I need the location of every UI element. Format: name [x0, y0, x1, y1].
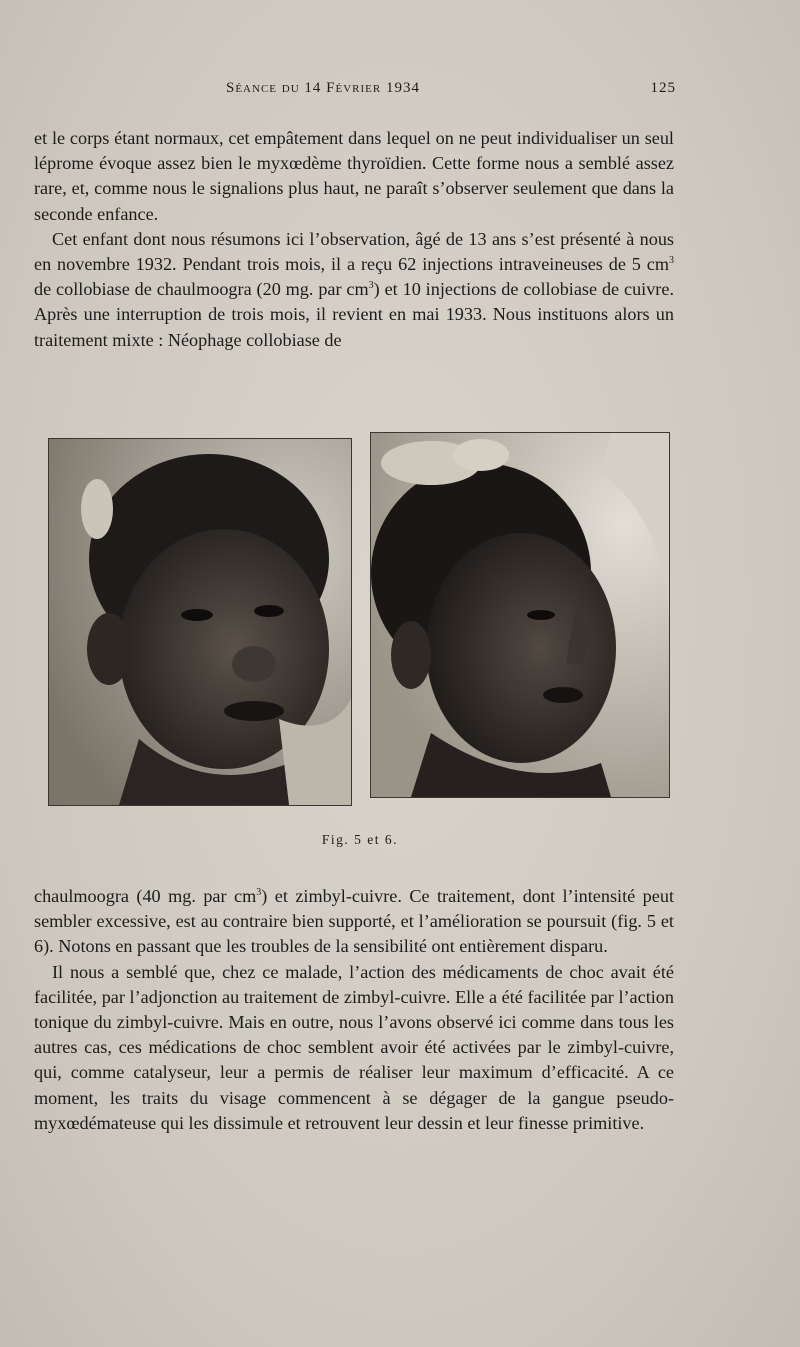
paragraph-3-part-a: chaulmoogra (40 mg. par cm: [34, 886, 257, 906]
running-title: Séance du 14 Février 1934: [226, 80, 420, 96]
paragraph-3: [34, 884, 674, 960]
paragraph-1: et le corps étant normaux, cet empâtement dans lequel on ne peut individualiser un seul lépromе évoque assez bien le myxœdème thyroïdien. Cette forme nous a semblé assez rare, et, comme nous le signalions plus haut, ne paraît s’observer seulement que dans la seconde enfance.: [34, 128, 674, 224]
running-head: [36, 80, 676, 102]
page-number: 125: [650, 80, 676, 96]
superscript-3: 3: [256, 886, 262, 898]
superscript-3: 3: [368, 280, 374, 292]
paragraph-2-part-b: de collobiase de chaulmoogra (20 mg. par cm: [34, 279, 369, 300]
body-text-top: [34, 126, 674, 353]
photo-figure-5-front-view: [48, 438, 352, 806]
body-text-bottom: [34, 884, 674, 1136]
paragraph-2: [34, 227, 674, 353]
paragraph-4: Il nous a semblé que, chez ce malade, l’action des médicaments de choc avait été facilitée, par l’adjonction au traitement de zimbyl-cuivre. Elle a été facilitée par l’action tonique du zimbyl-cuivre. Mais en outre, nous l’avons observé ici comme dans tous les autres cas, ces médications de choc semblent avoir été activées par le zimbyl-cuivre, qui, comme catalyseur, leur a permis de réaliser leur maximum d’efficacité. A ce moment, les traits du visage commencent à se dégager de la gangue pseudo-myxœdémateuse qui les dissimule et retrouvent leur dessin et leur finesse primitive.: [34, 961, 674, 1133]
photo-figure-6-profile-view: [370, 432, 670, 798]
figure-caption: Fig. 5 et 6.: [321, 832, 399, 847]
paragraph-3-part-b: ) et zimbyl-cuivre. Ce traitement, dont l’intensité peut sembler excessive, est au contraire bien supporté, et l’amélioration se poursuit (fig. 5 et 6). Notons en passant que les troubles de la sensibilité ont entièrement disparu.: [34, 886, 674, 957]
superscript-3: 3: [669, 254, 674, 266]
figure-photographs: [48, 432, 672, 808]
paragraph-2-part-a: Cet enfant dont nous résumons ici l’observation, âgé de 13 ans s’est présenté à nous en novembre 1932. Pendant trois mois, il a reçu 62 injections intraveineuses de 5 cm: [34, 228, 674, 275]
paragraph-2-part-c: ) et 10 injections de collobiase de cuivre. Après une interruption de trois mois, il revient en mai 1933. Nous instituons alors un traitement mixte : Néophage collobiase de: [34, 279, 674, 350]
